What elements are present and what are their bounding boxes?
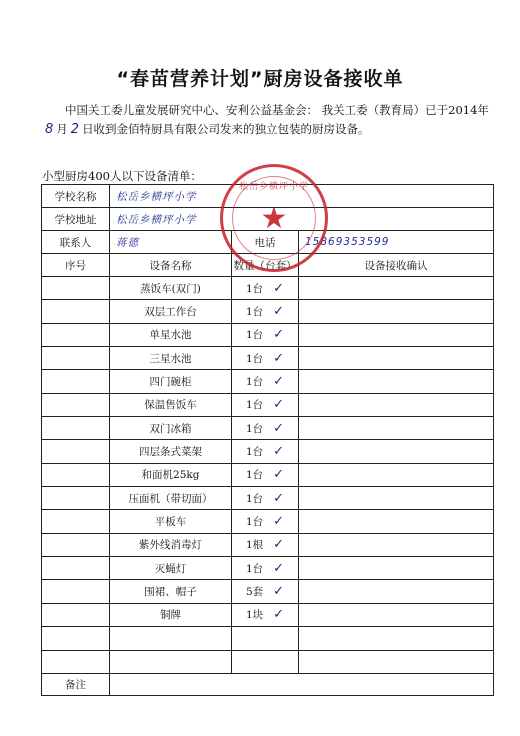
check-mark-icon: ✓ <box>273 537 285 553</box>
table-row <box>42 323 494 346</box>
receipt-confirmation-cell <box>299 393 494 416</box>
seal-star-icon: ★ <box>260 201 288 236</box>
receipt-confirmation-cell <box>299 277 494 300</box>
document-title: “春苗营养计划”厨房设备接收单 <box>116 68 404 90</box>
equipment-quantity: 5套 <box>245 586 264 599</box>
equipment-quantity-cell <box>232 463 299 486</box>
equipment-quantity: 1根 <box>245 539 264 552</box>
equipment-quantity-cell <box>232 393 299 416</box>
row-index <box>42 603 110 626</box>
check-mark-icon: ✓ <box>273 280 285 296</box>
receipt-confirmation-cell <box>299 603 494 626</box>
equipment-quantity: 1台 <box>245 399 264 412</box>
handwritten-month: 8 <box>45 122 54 137</box>
equipment-name: 灭蝇灯 <box>110 557 232 580</box>
table-row <box>42 533 494 556</box>
equipment-quantity-cell <box>232 557 299 580</box>
equipment-name: 围裙、帽子 <box>110 580 232 603</box>
receipt-confirmation-cell <box>299 417 494 440</box>
row-index <box>42 533 110 556</box>
table-row <box>42 510 494 533</box>
remarks-row <box>42 673 494 695</box>
table-row <box>42 463 494 486</box>
receipt-confirmation-cell <box>299 487 494 510</box>
row-index <box>42 487 110 510</box>
equipment-quantity-cell <box>232 440 299 463</box>
check-mark-icon: ✓ <box>273 350 285 366</box>
row-index <box>42 277 110 300</box>
intro-text-3: 日收到金佰特厨具有限公司发来的独立包装的厨房设备。 <box>82 122 370 136</box>
empty-cell <box>232 627 299 650</box>
phone-label: 电话 <box>232 231 299 254</box>
equipment-quantity: 1台 <box>245 306 264 319</box>
check-mark-icon: ✓ <box>273 397 285 413</box>
school-address-label: 学校地址 <box>42 208 110 231</box>
school-address-row <box>42 208 494 231</box>
receipt-confirmation-cell <box>299 323 494 346</box>
equipment-quantity: 1台 <box>245 562 264 575</box>
empty-row <box>42 650 494 673</box>
check-mark-icon: ✓ <box>273 607 285 623</box>
row-index <box>42 440 110 463</box>
row-index <box>42 580 110 603</box>
equipment-quantity: 1台 <box>245 422 264 435</box>
intro-paragraph <box>42 101 492 139</box>
equipment-quantity-cell <box>232 347 299 370</box>
receipt-confirmation-cell <box>299 463 494 486</box>
equipment-name: 三星水池 <box>110 347 232 370</box>
empty-cell <box>110 627 232 650</box>
receipt-confirmation-cell <box>299 580 494 603</box>
table-row <box>42 300 494 323</box>
header-equipment-name: 设备名称 <box>110 254 232 277</box>
check-mark-icon: ✓ <box>273 467 285 483</box>
equipment-quantity: 1台 <box>245 352 264 365</box>
check-mark-icon: ✓ <box>273 514 285 530</box>
equipment-quantity: 1块 <box>245 609 264 622</box>
row-index <box>42 417 110 440</box>
equipment-list-subtitle: 小型厨房400人以下设备清单： <box>42 169 202 183</box>
header-receipt-confirmation: 设备接收确认 <box>299 254 494 277</box>
intro-text-1: 中国关工委儿童发展研究中心、安利公益基金会： 我关工委（教育局）已于2014年 <box>65 103 489 117</box>
equipment-name: 铜牌 <box>110 603 232 626</box>
handwritten-day: 2 <box>70 122 80 137</box>
header-index: 序号 <box>42 254 110 277</box>
row-index <box>42 510 110 533</box>
table-row <box>42 603 494 626</box>
header-quantity: 数量（台套） <box>232 254 299 277</box>
equipment-name: 紫外线消毒灯 <box>110 533 232 556</box>
equipment-name: 保温售饭车 <box>110 393 232 416</box>
row-index <box>42 323 110 346</box>
receipt-confirmation-cell <box>299 533 494 556</box>
equipment-quantity: 1台 <box>245 492 264 505</box>
empty-cell <box>42 650 110 673</box>
row-index <box>42 463 110 486</box>
table-row <box>42 393 494 416</box>
table-row <box>42 580 494 603</box>
equipment-name: 压面机（带切面） <box>110 487 232 510</box>
contact-label: 联系人 <box>42 231 110 254</box>
table-row <box>42 557 494 580</box>
equipment-name: 单星水池 <box>110 323 232 346</box>
equipment-name: 四门碗柜 <box>110 370 232 393</box>
phone-value: 15869353599 <box>299 231 494 254</box>
empty-cell <box>42 627 110 650</box>
equipment-quantity-cell <box>232 603 299 626</box>
check-mark-icon: ✓ <box>273 490 285 506</box>
equipment-quantity-cell <box>232 533 299 556</box>
table-header-row <box>42 254 494 277</box>
check-mark-icon: ✓ <box>273 584 285 600</box>
check-mark-icon: ✓ <box>273 560 285 576</box>
check-mark-icon: ✓ <box>273 420 285 436</box>
equipment-name: 蒸饭车(双门) <box>110 277 232 300</box>
equipment-quantity-cell <box>232 277 299 300</box>
remarks-label: 备注 <box>42 673 110 695</box>
contact-value: 蒋德 <box>110 231 232 254</box>
check-mark-icon: ✓ <box>273 374 285 390</box>
row-index <box>42 557 110 580</box>
equipment-name: 平板车 <box>110 510 232 533</box>
equipment-quantity-cell <box>232 417 299 440</box>
check-mark-icon: ✓ <box>273 327 285 343</box>
table-row <box>42 347 494 370</box>
check-mark-icon: ✓ <box>273 304 285 320</box>
equipment-quantity-cell <box>232 370 299 393</box>
receipt-confirmation-cell <box>299 370 494 393</box>
remarks-value <box>110 673 494 695</box>
equipment-quantity-cell <box>232 510 299 533</box>
equipment-table <box>41 184 494 696</box>
school-address-value: 松岳乡横坪小学 <box>110 208 494 231</box>
equipment-quantity-cell <box>232 300 299 323</box>
check-mark-icon: ✓ <box>273 444 285 460</box>
equipment-quantity: 1台 <box>245 282 264 295</box>
receipt-confirmation-cell <box>299 440 494 463</box>
receipt-confirmation-cell <box>299 510 494 533</box>
school-name-value: 松岳乡横坪小学 <box>110 185 494 208</box>
school-name-row <box>42 185 494 208</box>
receipt-confirmation-cell <box>299 347 494 370</box>
equipment-quantity-cell <box>232 323 299 346</box>
equipment-name: 四层条式菜架 <box>110 440 232 463</box>
equipment-quantity: 1台 <box>245 469 264 482</box>
receipt-confirmation-cell <box>299 557 494 580</box>
receipt-confirmation-cell <box>299 300 494 323</box>
equipment-quantity: 1台 <box>245 329 264 342</box>
empty-cell <box>232 650 299 673</box>
equipment-name: 双层工作台 <box>110 300 232 323</box>
equipment-quantity-cell <box>232 487 299 510</box>
equipment-quantity: 1台 <box>245 446 264 459</box>
row-index <box>42 347 110 370</box>
row-index <box>42 300 110 323</box>
intro-text-2: 月 <box>56 122 68 136</box>
row-index <box>42 393 110 416</box>
table-row <box>42 370 494 393</box>
school-name-label: 学校名称 <box>42 185 110 208</box>
contact-row <box>42 231 494 254</box>
table-row <box>42 417 494 440</box>
empty-cell <box>110 650 232 673</box>
empty-cell <box>299 650 494 673</box>
seal-text: 松岳乡横坪小学 <box>238 182 309 192</box>
equipment-name: 和面机25kg <box>110 463 232 486</box>
equipment-quantity: 1台 <box>245 376 264 389</box>
row-index <box>42 370 110 393</box>
empty-row <box>42 627 494 650</box>
equipment-quantity: 1台 <box>245 516 264 529</box>
equipment-name: 双门冰箱 <box>110 417 232 440</box>
table-row <box>42 440 494 463</box>
equipment-quantity-cell <box>232 580 299 603</box>
table-row <box>42 277 494 300</box>
table-row <box>42 487 494 510</box>
empty-cell <box>299 627 494 650</box>
